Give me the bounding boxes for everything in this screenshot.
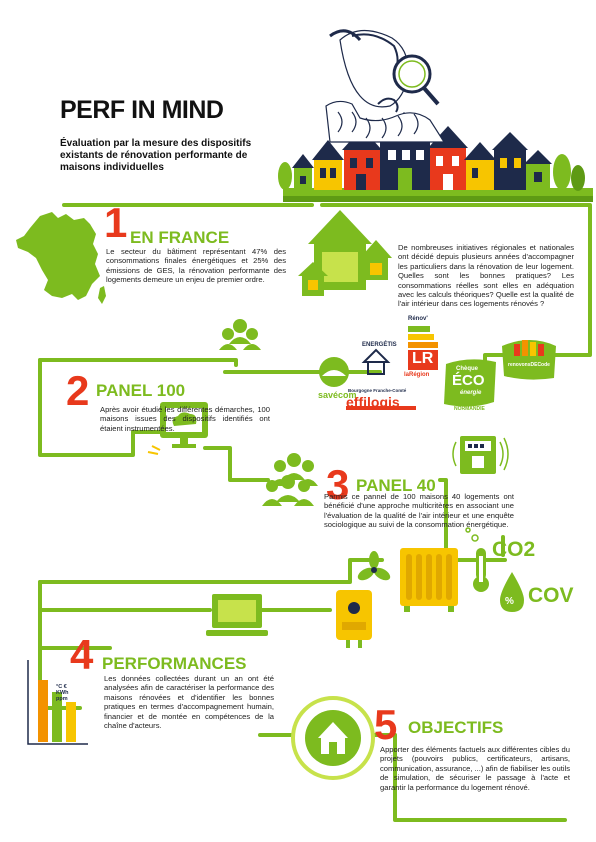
section-3-heading: PANEL 40 — [356, 476, 436, 495]
cov-label: COV — [528, 584, 574, 607]
people-crowd-icon — [262, 453, 318, 506]
france-map — [16, 212, 100, 300]
section-3-number: 3 — [326, 461, 350, 508]
section-5-number: 5 — [374, 701, 398, 748]
page-subtitle: Évaluation par la mesure des dispositifs existants de rénovation performante de maisons individuelles — [60, 138, 252, 173]
house-target-icon — [293, 698, 373, 778]
section-4-number: 4 — [70, 631, 94, 678]
boiler-icon — [336, 590, 372, 648]
percent-label: % — [505, 596, 514, 607]
effilogis-logo: effilogis — [346, 394, 400, 410]
co2-label: CO2 — [492, 538, 536, 561]
section-5-text: Apporter des éléments factuels aux différentes cibles du projets (pouvoirs publics, certificateurs, artisans, communication, assurance, ...) afin de fiabiliser les outils de simulation, de sécuriser le passage à l'acte et garantir la performance du logement rénové. — [380, 745, 570, 792]
section-1-heading: EN FRANCE — [130, 228, 230, 247]
renov-logo-top: Rénov' — [408, 316, 428, 322]
cheque-logo-eco: ÉCO — [452, 372, 485, 389]
renov-logo-lr: LR — [412, 350, 434, 367]
section-5-heading: OBJECTIFS — [408, 718, 504, 737]
co2-bubbles-icon — [466, 528, 478, 541]
fan-icon — [356, 551, 393, 583]
chart-unit-euro: € — [63, 684, 67, 690]
renovons-logo: renovonsDECode — [508, 362, 550, 368]
section-4-heading: PERFORMANCES — [102, 654, 247, 673]
corsica-map — [98, 286, 106, 304]
chart-unit-ppm: ppm — [56, 696, 68, 702]
section-1-text: Le secteur du bâtiment représentant 47% des consommations finales énergétiques et 25% des émissions de GES, la rénovation performante des logements demeure un enjeu de premier ordre. — [106, 247, 286, 285]
page-title: PERF IN MIND — [60, 96, 224, 124]
chart-unit-kwh: KWh — [56, 690, 69, 696]
renovons-logo-mark — [502, 340, 556, 380]
woman-magnifier-illustration — [326, 30, 444, 142]
effilogis-logo-top: Bourgogne Franche-Comté — [348, 388, 407, 393]
people-group-icon — [219, 319, 261, 350]
energy-meter-icon — [453, 436, 508, 474]
laptop-icon — [206, 594, 268, 636]
section-2-text: Après avoir étudié les différentes démarches, 100 maisons issues des dispositifs identifiés ont étaient instrumentées. — [100, 405, 270, 433]
section-2-number: 2 — [66, 367, 90, 414]
chart-units — [56, 684, 86, 702]
savecom-logo: savécom — [318, 390, 357, 400]
thermometer-icon — [473, 548, 489, 592]
cheque-logo-energie: énergie — [460, 390, 482, 396]
renov-logo-region: laRégion — [404, 372, 430, 378]
cheque-logo-top: Chèque — [456, 366, 479, 372]
radiator-icon — [400, 548, 458, 612]
houses-icon — [298, 210, 392, 296]
section-3-text: Parmis ce pannel de 100 maisons 40 logements ont bénéficié d'une approche multicritères en associant une l'évaluation de la qualité de l'air intérieur et une enquête sociologique au suivi de la consommation énergétique. — [324, 492, 514, 530]
cheque-logo-region: NORMANDIE — [454, 406, 485, 412]
section-4-text: Les données collectées durant un an ont été analysées afin de caractériser la performance des maisons rénovées et d'identifier les bonnes pratiques en termes d'accompagnement humain, financier et de montée en compétences de la chaîne d'acteurs. — [104, 674, 274, 731]
energetis-logo: ENERGÉTIS — [362, 342, 397, 348]
section-1-number: 1 — [104, 199, 128, 246]
savecom-logo-mark — [319, 357, 349, 387]
section-2-heading: PANEL 100 — [96, 381, 186, 400]
section-1-extra-text: De nombreuses initiatives régionales et nationales ont décidé depuis plusieurs années d'accompagner les particuliers dans la rénovation de leur logement. Quelles sont les bonnes pratiques? Les consommations réelles sont elles en adéquation avec les calculs théoriques? Quelle est la qualité de l'air intérieur dans ces logements rénovés ? — [398, 243, 574, 309]
houses-village — [278, 112, 593, 202]
chart-unit-celsius: °C — [56, 684, 63, 690]
